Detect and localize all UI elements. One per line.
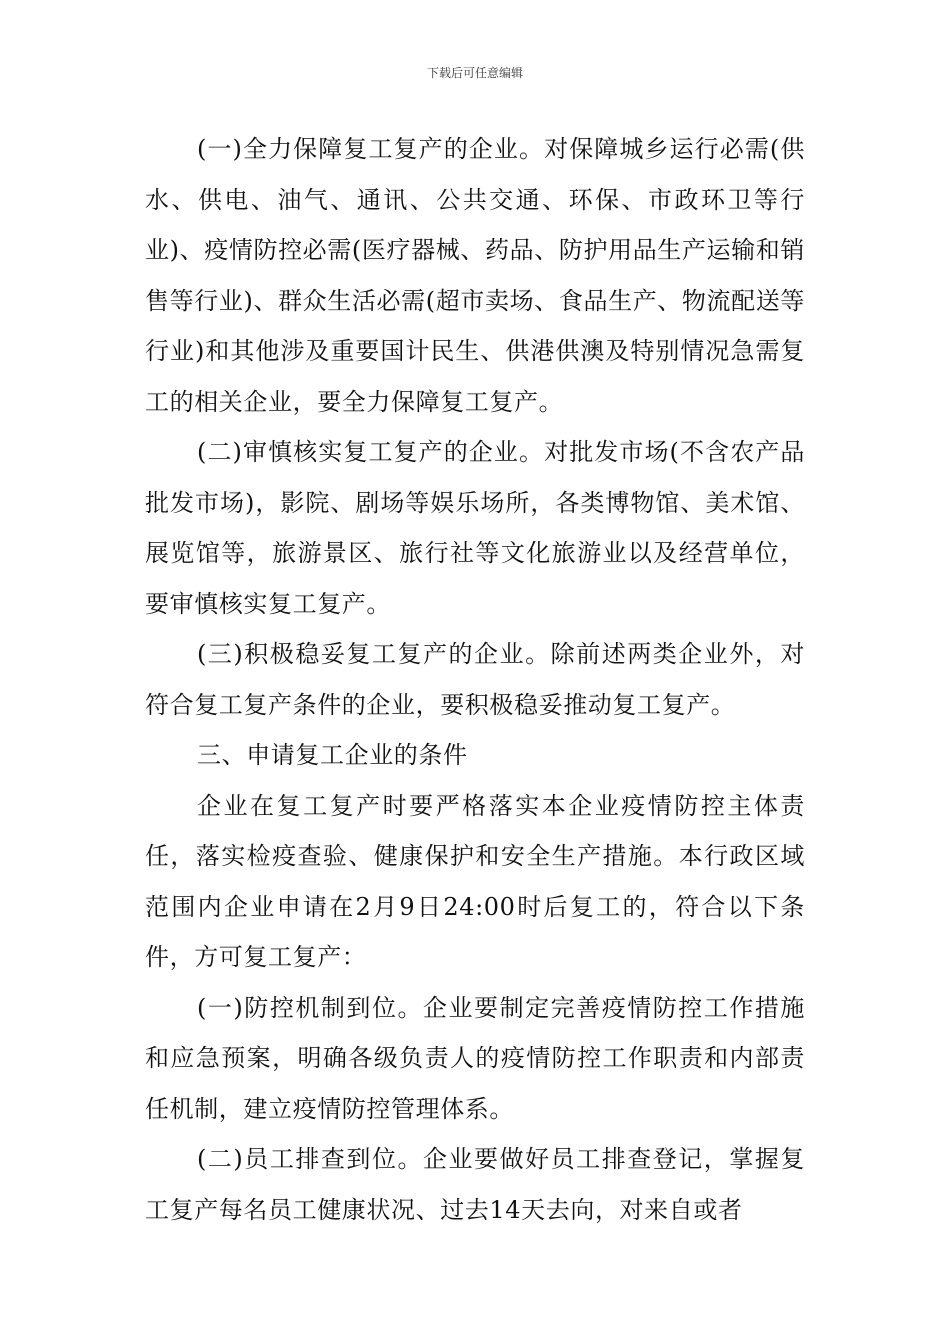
paragraph-conditions-intro: 企业在复工复产时要严格落实本企业疫情防控主体责任，落实检疫查验、健康保护和安全生产措施。本行政区域范围内企业申请在2月9日24:00时后复工的，符合以下条件，方可复工复产： xyxy=(145,791,805,971)
paragraph-category-three: (三)积极稳妥复工复产的企业。除前述两类企业外，对符合复工复产条件的企业，要积极稳妥推动复工复产。 xyxy=(145,640,805,719)
paragraph-condition-one: (一)防控机制到位。企业要制定完善疫情防控工作措施和应急预案，明确各级负责人的疫情防控工作职责和内部责任机制，建立疫情防控管理体系。 xyxy=(145,993,805,1123)
document-body xyxy=(145,124,805,1235)
header-note: 下载后可任意编辑 xyxy=(426,66,523,80)
paragraph-category-two: (二)审慎核实复工复产的企业。对批发市场(不含农产品批发市场)，影院、剧场等娱乐场所，各类博物馆、美术馆、展览馆等，旅游景区、旅行社等文化旅游业以及经营单位，要审慎核实复工复产。 xyxy=(145,438,805,618)
paragraph-category-one: (一)全力保障复工复产的企业。对保障城乡运行必需(供水、供电、油气、通讯、公共交通、环保、市政环卫等行业)、疫情防控必需(医疗器械、药品、防护用品生产运输和销售等行业)、群众生活必需(超市卖场、食品生产、物流配送等行业)和其他涉及重要国计民生、供港供澳及特别情况急需复工的相关企业，要全力保障复工复产。 xyxy=(145,135,805,416)
section-heading: 三、申请复工企业的条件 xyxy=(197,741,468,769)
paragraph-condition-two: (二)员工排查到位。企业要做好员工排查登记，掌握复工复产每名员工健康状况、过去14天去向，对来自或者 xyxy=(145,1145,805,1224)
